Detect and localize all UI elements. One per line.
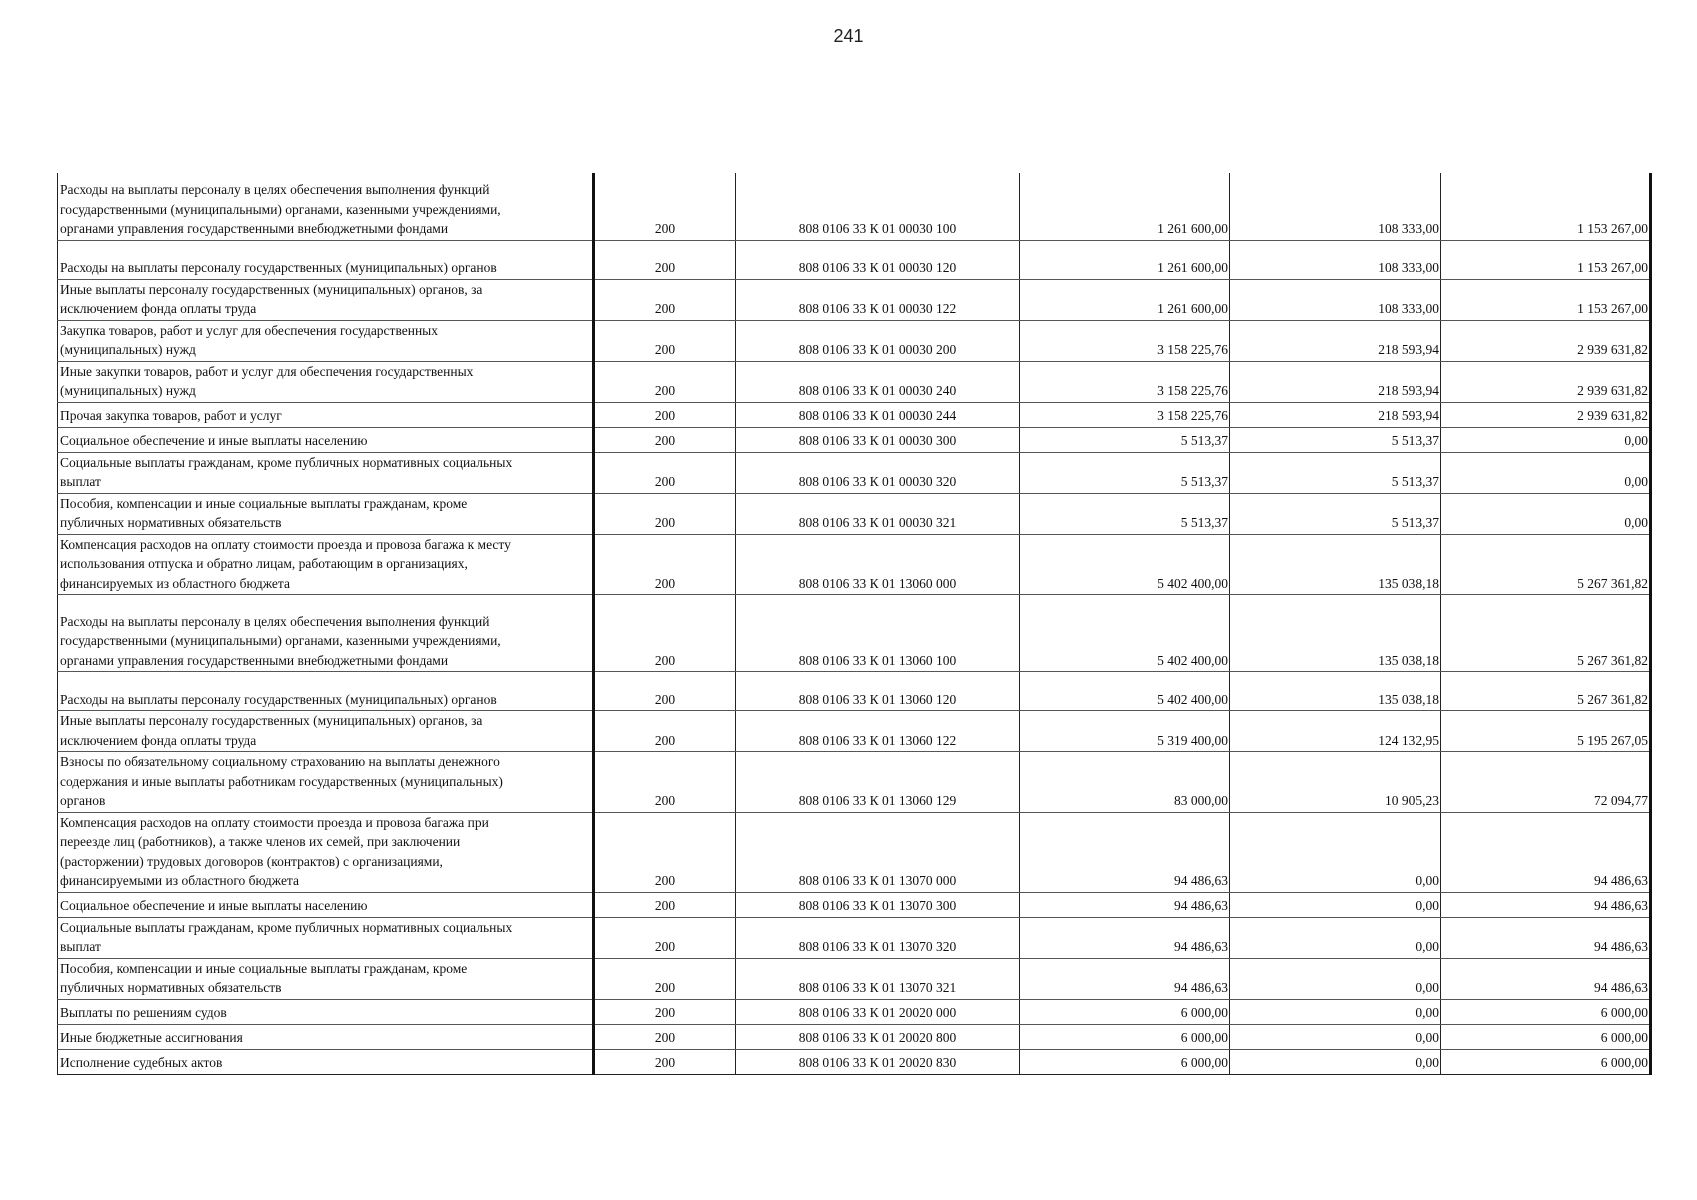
approved-amount-cell: 6 000,00 [1020,999,1230,1024]
budget-classification-code-cell: 808 0106 33 К 01 00030 240 [736,361,1020,402]
budget-classification-code-cell: 808 0106 33 К 01 13060 000 [736,534,1020,595]
expense-name-cell: Пособия, компенсации и иные социальные выплаты гражданам, кроме публичных нормативных обязательств [58,493,594,534]
executed-amount-cell: 5 513,37 [1230,493,1441,534]
line-code-cell: 200 [594,752,736,813]
expense-name-cell: Закупка товаров, работ и услуг для обеспечения государственных (муниципальных) нужд [58,320,594,361]
unexecuted-amount-cell: 72 094,77 [1441,752,1651,813]
expense-name-cell: Пособия, компенсации и иные социальные выплаты гражданам, кроме публичных нормативных обязательств [58,958,594,999]
executed-amount-cell: 135 038,18 [1230,534,1441,595]
unexecuted-amount-cell: 5 267 361,82 [1441,672,1651,711]
expense-name-cell: Расходы на выплаты персоналу в целях обеспечения выполнения функций государственными (муниципальными) органами, казенными учреждениями, органами управления государственными внебюджетными фондами [58,595,594,672]
approved-amount-cell: 5 319 400,00 [1020,711,1230,752]
table-row [58,1049,1651,1074]
approved-amount-cell: 6 000,00 [1020,1049,1230,1074]
table-row [58,917,1651,958]
table-row [58,534,1651,595]
table-row [58,1024,1651,1049]
table-row [58,672,1651,711]
budget-classification-code-cell: 808 0106 33 К 01 20020 830 [736,1049,1020,1074]
approved-amount-cell: 1 261 600,00 [1020,279,1230,320]
expense-name-cell: Социальное обеспечение и иные выплаты населению [58,892,594,917]
executed-amount-cell: 218 593,94 [1230,361,1441,402]
expense-name-cell: Социальное обеспечение и иные выплаты населению [58,427,594,452]
expense-name-cell: Иные выплаты персоналу государственных (муниципальных) органов, за исключением фонда оплаты труда [58,711,594,752]
expense-name-cell: Иные закупки товаров, работ и услуг для обеспечения государственных (муниципальных) нужд [58,361,594,402]
executed-amount-cell: 5 513,37 [1230,427,1441,452]
expense-name-cell: Компенсация расходов на оплату стоимости проезда и провоза багажа при переезде лиц (работников), а также членов их семей, при заключении (расторжении) трудовых договоров (контрактов) с организациями, финансируемыми из областного бюджета [58,812,594,892]
line-code-cell: 200 [594,595,736,672]
line-code-cell: 200 [594,1049,736,1074]
budget-classification-code-cell: 808 0106 33 К 01 20020 800 [736,1024,1020,1049]
expense-name-cell: Расходы на выплаты персоналу в целях обеспечения выполнения функций государственными (муниципальными) органами, казенными учреждениями, органами управления государственными внебюджетными фондами [58,173,594,240]
line-code-cell: 200 [594,279,736,320]
table-row [58,173,1651,240]
approved-amount-cell: 3 158 225,76 [1020,361,1230,402]
executed-amount-cell: 0,00 [1230,1024,1441,1049]
budget-classification-code-cell: 808 0106 33 К 01 13060 122 [736,711,1020,752]
table-row [58,892,1651,917]
budget-classification-code-cell: 808 0106 33 К 01 13070 321 [736,958,1020,999]
line-code-cell: 200 [594,361,736,402]
budget-classification-code-cell: 808 0106 33 К 01 00030 200 [736,320,1020,361]
expense-name-cell: Иные бюджетные ассигнования [58,1024,594,1049]
expense-name-cell: Социальные выплаты гражданам, кроме публичных нормативных социальных выплат [58,452,594,493]
budget-classification-code-cell: 808 0106 33 К 01 13060 129 [736,752,1020,813]
executed-amount-cell: 135 038,18 [1230,595,1441,672]
unexecuted-amount-cell: 1 153 267,00 [1441,279,1651,320]
unexecuted-amount-cell: 5 267 361,82 [1441,595,1651,672]
executed-amount-cell: 218 593,94 [1230,320,1441,361]
executed-amount-cell: 108 333,00 [1230,240,1441,279]
line-code-cell: 200 [594,493,736,534]
executed-amount-cell: 0,00 [1230,812,1441,892]
approved-amount-cell: 6 000,00 [1020,1024,1230,1049]
expense-name-cell: Исполнение судебных актов [58,1049,594,1074]
executed-amount-cell: 108 333,00 [1230,279,1441,320]
unexecuted-amount-cell: 0,00 [1441,452,1651,493]
line-code-cell: 200 [594,672,736,711]
budget-classification-code-cell: 808 0106 33 К 01 00030 100 [736,173,1020,240]
approved-amount-cell: 94 486,63 [1020,892,1230,917]
budget-classification-code-cell: 808 0106 33 К 01 00030 321 [736,493,1020,534]
unexecuted-amount-cell: 5 267 361,82 [1441,534,1651,595]
line-code-cell: 200 [594,999,736,1024]
line-code-cell: 200 [594,711,736,752]
unexecuted-amount-cell: 5 195 267,05 [1441,711,1651,752]
line-code-cell: 200 [594,534,736,595]
expense-name-cell: Компенсация расходов на оплату стоимости проезда и провоза багажа к месту использования отпуска и обратно лицам, работающим в организациях, финансируемых из областного бюджета [58,534,594,595]
table-row [58,999,1651,1024]
budget-classification-code-cell: 808 0106 33 К 01 13060 120 [736,672,1020,711]
unexecuted-amount-cell: 2 939 631,82 [1441,361,1651,402]
executed-amount-cell: 135 038,18 [1230,672,1441,711]
unexecuted-amount-cell: 94 486,63 [1441,958,1651,999]
executed-amount-cell: 0,00 [1230,892,1441,917]
expense-name-cell: Выплаты по решениям судов [58,999,594,1024]
unexecuted-amount-cell: 1 153 267,00 [1441,240,1651,279]
unexecuted-amount-cell: 1 153 267,00 [1441,173,1651,240]
budget-classification-code-cell: 808 0106 33 К 01 00030 300 [736,427,1020,452]
table-row [58,595,1651,672]
page-number: 241 [833,26,864,46]
table-row [58,402,1651,427]
unexecuted-amount-cell: 2 939 631,82 [1441,402,1651,427]
line-code-cell: 200 [594,892,736,917]
executed-amount-cell: 0,00 [1230,999,1441,1024]
line-code-cell: 200 [594,240,736,279]
expense-name-cell: Взносы по обязательному социальному страхованию на выплаты денежного содержания и иные выплаты работникам государственных (муниципальных) органов [58,752,594,813]
table-row [58,711,1651,752]
budget-classification-code-cell: 808 0106 33 К 01 13070 300 [736,892,1020,917]
expense-name-cell: Расходы на выплаты персоналу государственных (муниципальных) органов [58,672,594,711]
executed-amount-cell: 5 513,37 [1230,452,1441,493]
approved-amount-cell: 94 486,63 [1020,812,1230,892]
budget-classification-code-cell: 808 0106 33 К 01 00030 320 [736,452,1020,493]
executed-amount-cell: 10 905,23 [1230,752,1441,813]
executed-amount-cell: 108 333,00 [1230,173,1441,240]
approved-amount-cell: 83 000,00 [1020,752,1230,813]
approved-amount-cell: 5 513,37 [1020,452,1230,493]
unexecuted-amount-cell: 94 486,63 [1441,917,1651,958]
expense-name-cell: Расходы на выплаты персоналу государственных (муниципальных) органов [58,240,594,279]
approved-amount-cell: 94 486,63 [1020,958,1230,999]
table-row [58,279,1651,320]
table-row [58,493,1651,534]
budget-classification-code-cell: 808 0106 33 К 01 13070 000 [736,812,1020,892]
expense-name-cell: Прочая закупка товаров, работ и услуг [58,402,594,427]
line-code-cell: 200 [594,917,736,958]
line-code-cell: 200 [594,1024,736,1049]
unexecuted-amount-cell: 94 486,63 [1441,892,1651,917]
expense-name-cell: Социальные выплаты гражданам, кроме публичных нормативных социальных выплат [58,917,594,958]
unexecuted-amount-cell: 6 000,00 [1441,999,1651,1024]
approved-amount-cell: 1 261 600,00 [1020,173,1230,240]
executed-amount-cell: 0,00 [1230,1049,1441,1074]
executed-amount-cell: 218 593,94 [1230,402,1441,427]
line-code-cell: 200 [594,402,736,427]
table-body [58,173,1651,1074]
budget-execution-table [57,173,1652,1075]
budget-classification-code-cell: 808 0106 33 К 01 00030 120 [736,240,1020,279]
budget-classification-code-cell: 808 0106 33 К 01 13060 100 [736,595,1020,672]
unexecuted-amount-cell: 2 939 631,82 [1441,320,1651,361]
approved-amount-cell: 5 402 400,00 [1020,534,1230,595]
line-code-cell: 200 [594,427,736,452]
table-row [58,427,1651,452]
approved-amount-cell: 5 513,37 [1020,493,1230,534]
table-row [58,361,1651,402]
approved-amount-cell: 3 158 225,76 [1020,320,1230,361]
unexecuted-amount-cell: 6 000,00 [1441,1049,1651,1074]
approved-amount-cell: 1 261 600,00 [1020,240,1230,279]
unexecuted-amount-cell: 94 486,63 [1441,812,1651,892]
budget-classification-code-cell: 808 0106 33 К 01 00030 244 [736,402,1020,427]
line-code-cell: 200 [594,320,736,361]
table-row [58,812,1651,892]
line-code-cell: 200 [594,812,736,892]
table-row [58,958,1651,999]
table-row [58,240,1651,279]
line-code-cell: 200 [594,173,736,240]
budget-classification-code-cell: 808 0106 33 К 01 00030 122 [736,279,1020,320]
unexecuted-amount-cell: 0,00 [1441,493,1651,534]
budget-classification-code-cell: 808 0106 33 К 01 20020 000 [736,999,1020,1024]
approved-amount-cell: 5 513,37 [1020,427,1230,452]
line-code-cell: 200 [594,958,736,999]
executed-amount-cell: 0,00 [1230,917,1441,958]
executed-amount-cell: 124 132,95 [1230,711,1441,752]
expense-name-cell: Иные выплаты персоналу государственных (муниципальных) органов, за исключением фонда оплаты труда [58,279,594,320]
approved-amount-cell: 3 158 225,76 [1020,402,1230,427]
unexecuted-amount-cell: 6 000,00 [1441,1024,1651,1049]
line-code-cell: 200 [594,452,736,493]
approved-amount-cell: 5 402 400,00 [1020,595,1230,672]
unexecuted-amount-cell: 0,00 [1441,427,1651,452]
budget-classification-code-cell: 808 0106 33 К 01 13070 320 [736,917,1020,958]
executed-amount-cell: 0,00 [1230,958,1441,999]
table-row [58,752,1651,813]
approved-amount-cell: 94 486,63 [1020,917,1230,958]
table-row [58,452,1651,493]
table-row [58,320,1651,361]
approved-amount-cell: 5 402 400,00 [1020,672,1230,711]
